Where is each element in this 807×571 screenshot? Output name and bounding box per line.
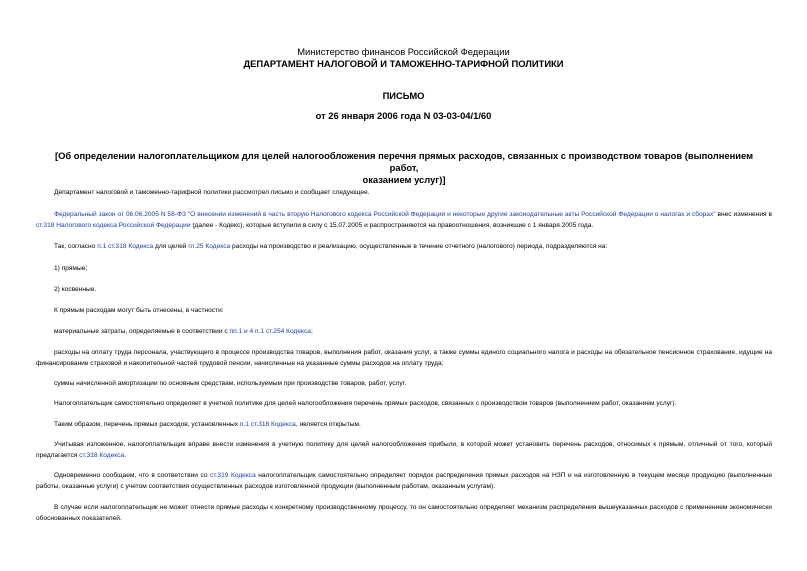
paragraph-7-text-2: ; — [310, 328, 313, 335]
chapter-25-link[interactable]: гл.25 Кодекса — [188, 243, 231, 250]
paragraph-7-text-1: материальные затраты, определяемые в соответствии с — [54, 328, 230, 335]
article-254-link[interactable]: пп.1 и 4 п.1 ст.254 Кодекса — [229, 328, 311, 335]
paragraph-12-text-1: Учитывая изложенное, налогоплательщик вправе внести изменения в учетную политику для целей налогообложения прибыли, в которой может установить перечень расходов, относимых к прямым, отличный от того, который предлагается — [36, 441, 772, 459]
paragraph-2-text-2: (далее - Кодекс), которые вступили в силу с 15.07.2005 и распространяются на правоотношения, возникшие с 1 января 2005 года. — [190, 222, 594, 229]
clause-1-article-318-link-2[interactable]: п.1 ст.318 Кодекса — [239, 421, 296, 428]
paragraph-2-text-1: внес изменения в — [715, 211, 772, 218]
document-title-line2: оказанием услуг)] — [362, 174, 446, 185]
paragraph-10: Налогоплательщик самостоятельно определяет в учетной политике для целей налогообложения перечень прямых расходов, связанных с производством товаров (выполнением работ, оказанием услуг). — [54, 400, 677, 407]
paragraph-11-text-2: , является открытым. — [295, 421, 361, 428]
ministry-name: Министерство финансов Российской Федерации — [297, 46, 510, 57]
list-item-direct: 1) прямые; — [54, 265, 88, 272]
paragraph-2 — [36, 209, 772, 231]
document-date: от 26 января 2006 года N 03-03-04/1/60 — [315, 110, 492, 121]
document-title — [52, 150, 756, 186]
paragraph-6: К прямым расходам могут быть отнесены, в частности: — [54, 307, 224, 314]
list-item-indirect: 2) косвенные. — [54, 286, 97, 293]
department-name: ДЕПАРТАМЕНТ НАЛОГОВОЙ И ТАМОЖЕННО-ТАРИФНОЙ ПОЛИТИКИ — [243, 58, 564, 69]
paragraph-11-text-1: Таким образом, перечень прямых расходов, установленных — [54, 421, 240, 428]
paragraph-7 — [36, 326, 772, 337]
article-318-tax-code-link[interactable]: ст.318 Налогового кодекса Российской Федерации — [36, 222, 191, 229]
clause-1-article-318-link[interactable]: п.1 ст.318 Кодекса — [97, 243, 154, 250]
paragraph-3-text-3: расходы на производство и реализацию, осуществленные в течение отчетного (налогового) периода, подразделяются на: — [230, 243, 608, 250]
paragraph-13-text-1: Одновременно сообщаем, что в соответствии со — [54, 472, 211, 479]
paragraph-9: суммы начисленной амортизации по основным средствам, используемым при производстве товаров, работ, услуг. — [54, 380, 407, 387]
paragraph-3 — [36, 241, 772, 252]
paragraph-3-text-1: Так, согласно — [54, 243, 98, 250]
paragraph-11 — [36, 419, 772, 430]
paragraph-3-text-2: для целей — [153, 243, 189, 250]
paragraph-12 — [36, 439, 772, 461]
document-type: ПИСЬМО — [382, 90, 425, 101]
paragraph-14: В случае если налогоплательщик не может отнести прямые расходы к конкретному производственному процессу, то он самостоятельно определяет механизм распределения вышеуказанных расходов с применением экономически обоснованных показателей. — [36, 504, 772, 522]
paragraph-13 — [36, 470, 772, 492]
document-title-line1: [Об определении налогоплательщиком для целей налогообложения перечня прямых расходов, связанных с производством товаров (выполнением работ, — [54, 150, 754, 173]
paragraph-1: Департамент налоговой и таможенно-тарифной политики рассмотрел письмо и сообщает следующее. — [54, 189, 370, 196]
federal-law-link[interactable]: Федеральный закон от 06.06.2005 N 58-ФЗ "О внесении изменений в часть вторую Налогового кодекса Российской Федерации и некоторые другие законодательные акты Российской Федерации о налогах и сборах" — [54, 211, 716, 218]
article-318-link[interactable]: ст.318 Кодекса — [79, 452, 125, 459]
article-319-link[interactable]: ст.319 Кодекса — [210, 472, 256, 479]
paragraph-13-text-2: налогоплательщик самостоятельно определяет порядок распределения прямых расходов на НЗП и на изготовленную в текущем месяце продукцию (выполненные работы, оказанные услуги) с учетом соответствия осуществленных расходов изготовленной продукции (выполненным работам, оказанным услугам). — [36, 472, 773, 490]
paragraph-8: расходы на оплату труда персонала, участвующего в процессе производства товаров, выполнения работ, оказания услуг, а также суммы единого социального налога и расходы на обязательное пенсионное страхование, идущие на финансирование страховой и накопительной частей трудовой пенсии, начисленные на указанные суммы расходов на оплату труда; — [36, 349, 772, 367]
paragraph-12-text-2: . — [124, 452, 127, 459]
